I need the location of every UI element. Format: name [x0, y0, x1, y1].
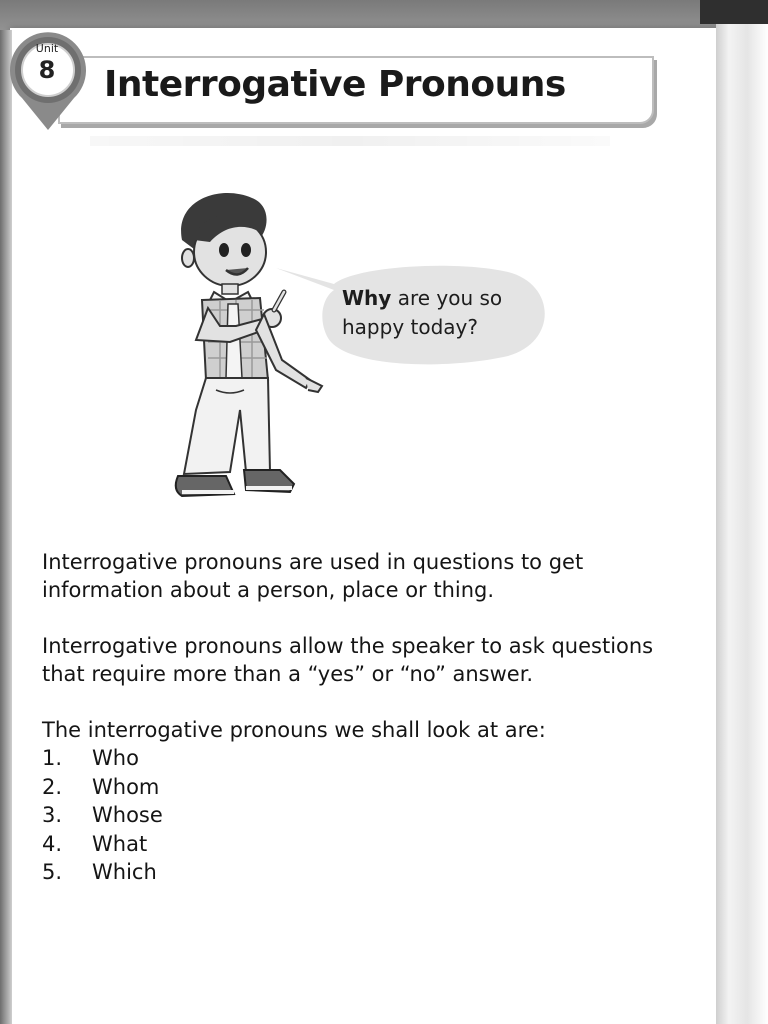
list-item: [42, 858, 662, 887]
list-item: [42, 744, 662, 773]
list-item-number: 3.: [42, 803, 63, 827]
book-gutter-top: [700, 0, 768, 24]
list-item-number: 2.: [42, 774, 63, 799]
pronoun-list: [42, 744, 662, 887]
speech-line-2: happy today?: [342, 315, 478, 339]
book-gutter: [716, 0, 768, 1024]
list-item-number: 1.: [42, 746, 63, 770]
paragraph-usage: Interrogative pronouns allow the speaker to ask questions that require more than a “yes” or “no” answer.: [42, 634, 654, 686]
lesson-content: [42, 548, 662, 887]
bleed-through-shadow: [90, 136, 610, 146]
list-intro: The interrogative pronouns we shall look at are:: [42, 718, 546, 742]
list-item-word: Whom: [92, 774, 160, 799]
page-left-edge: [0, 30, 12, 1024]
list-item-word: What: [92, 831, 148, 856]
list-item-word: Whose: [92, 803, 163, 827]
list-item: [42, 830, 662, 859]
list-item-number: 4.: [42, 831, 63, 856]
speech-line-1: [342, 284, 542, 313]
list-item-word: Which: [92, 860, 157, 884]
unit-number: 8: [38, 56, 56, 84]
list-item-word: Who: [92, 746, 139, 770]
unit-label: Unit: [35, 42, 59, 55]
list-item: [42, 773, 662, 802]
list-item: [42, 801, 662, 830]
speech-line-1-rest: are you so: [391, 286, 503, 310]
paragraph-definition: Interrogative pronouns are used in questions to get information about a person, place or thing.: [42, 550, 584, 602]
list-item-number: 5.: [42, 860, 63, 884]
page-title: Interrogative Pronouns: [104, 64, 566, 105]
speech-bubble-text: [342, 284, 542, 342]
speech-bold-word: Why: [342, 286, 392, 310]
